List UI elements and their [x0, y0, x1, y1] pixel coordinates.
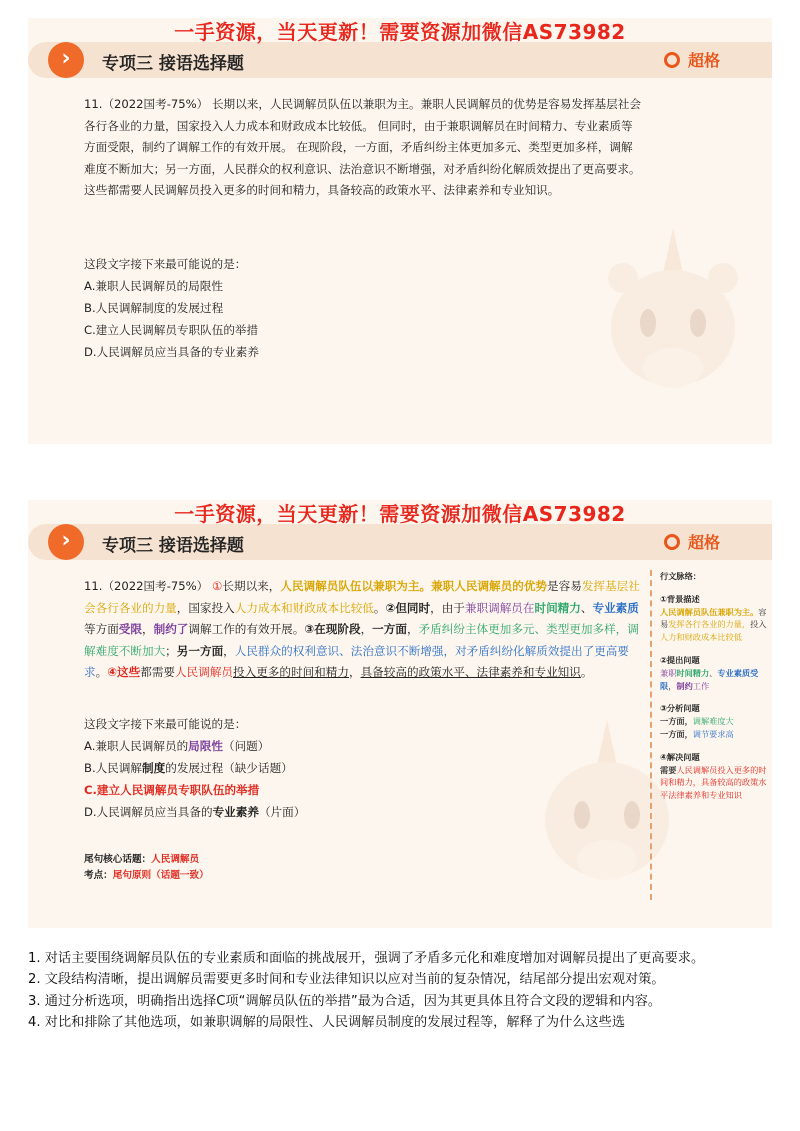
- slide-question: [28, 18, 772, 444]
- question-stem: 这段文字接下来最可能说的是：: [84, 717, 247, 731]
- question-stem: 这段文字接下来最可能说的是：: [84, 257, 247, 271]
- sidebar-title: 行文脉络：: [660, 571, 701, 581]
- sidebar-body-4: 需要人民调解员投入更多的时间和精力，具备较高的政策水平法律素养和专业知识: [660, 764, 767, 801]
- summary-item: 1. 对话主要围绕调解员队伍的专业素质和面临的挑战展开，强调了矛盾多元化和难度增加对调解员提出了更高要求。: [28, 951, 705, 966]
- summary-item: 2. 文段结构清晰，提出调解员需要更多时间和专业法律知识以应对当前的复杂情况，结尾部分提出宏观对策。: [28, 972, 665, 988]
- option-c-correct: C.建立人民调解员专职队伍的举措: [84, 783, 260, 797]
- option-a: A.兼职人民调解员的局限性: [84, 279, 223, 293]
- unicorn-mascot-icon: [588, 218, 758, 418]
- section-header-bar: [28, 42, 772, 78]
- sidebar-heading-1: ①背景描述: [660, 593, 700, 604]
- summary-list: [28, 948, 776, 1033]
- logo-text: 超格: [687, 533, 720, 552]
- key-points: [84, 852, 209, 884]
- option-b: B.人民调解制度的发展过程: [84, 301, 224, 315]
- slide-analysis: [28, 500, 772, 928]
- watermark-text: 一手资源，当天更新！需要资源加微信AS73982: [174, 502, 626, 526]
- question-passage: 11.（2022国考-75%） 长期以来，人民调解员队伍以兼职为主。兼职人民调解员的优势是容易发挥基层社会各行各业的力量，国家投入人力成本和财政成本比较低。 但同时，由于兼职调解员在时间精力、专业素质等方面受限，制约了调解工作的有效开展。 在现阶段，一方面，矛盾纠纷主体更加多元、类型更加多样，调解难度不断加大；另一方面，人民群众的权利意识、法治意识不断增强，对矛盾纠纷化解质效提出了更高要求。 这些都需要人民调解员投入更多的时间和精力，具备较高的政策水平、法律素养和专业知识。: [84, 97, 641, 197]
- sidebar-body-1: 人民调解员队伍兼职为主。容易发挥各行各业的力量，投入人力和财政成本比较低: [660, 606, 767, 643]
- core-topic: 尾句核心话题：人民调解员: [84, 854, 200, 865]
- option-a: A.兼职人民调解员的局限性（问题）: [84, 739, 270, 753]
- logo-icon: [664, 534, 680, 550]
- option-b: B.人民调解制度的发展过程（缺少话题）: [84, 761, 293, 775]
- sidebar-heading-2: ②提出问题: [660, 654, 700, 665]
- arrow-right-icon: ›: [48, 42, 84, 78]
- annotated-passage: 11.（2022国考-75%） ①长期以来，人民调解员队伍以兼职为主。兼职人民调解员的优势是容易发挥基层社会各行各业的力量，国家投入人力成本和财政成本比较低。②但同时，由于兼职调解员在时间精力、专业素质等方面受限，制约了调解工作的有效开展。③在现阶段，一方面，矛盾纠纷主体更加多元、类型更加多样，调解难度不断加大；另一方面，人民群众的权利意识、法治意识不断增强，对矛盾纠纷化解质效提出了更高要求。④这些都需要人民调解员投入更多的时间和精力，具备较高的政策水平、法律素养和专业知识。: [84, 579, 640, 679]
- logo-icon: [664, 52, 680, 68]
- sidebar-body-3a: 一方面，调解难度大: [660, 716, 734, 727]
- section-header-bar: [28, 524, 772, 560]
- option-c: C.建立人民调解员专职队伍的举措: [84, 323, 259, 337]
- summary-item: 4. 对比和排除了其他选项，如兼职调解的局限性、人民调解员制度的发展过程等，解释了为什么这些选: [28, 1014, 626, 1030]
- sidebar-body-3b: 一方面，调节要求高: [660, 728, 734, 739]
- exam-point: 考点：尾句原则（话题一致）: [84, 870, 209, 881]
- structure-sidebar: [650, 570, 772, 900]
- watermark-text: 一手资源，当天更新！需要资源加微信AS73982: [174, 20, 626, 44]
- logo-text: 超格: [687, 51, 720, 70]
- section-title: 专项三 接语选择题: [102, 54, 244, 74]
- arrow-right-icon: ›: [48, 524, 84, 560]
- summary-item: 3. 通过分析选项，明确指出选择C项“调解员队伍的举措”最为合适，因为其更具体且符合文段的逻辑和内容。: [28, 993, 662, 1009]
- brand-logo: [664, 530, 720, 553]
- sidebar-body-2: 兼职时间精力、专业素质受限，制约工作: [660, 667, 759, 691]
- sidebar-heading-3: ③分析问题: [660, 703, 700, 714]
- brand-logo: [664, 48, 720, 71]
- option-d: D.人民调解员应当具备的专业素养: [84, 345, 259, 359]
- sidebar-heading-4: ④解决问题: [660, 751, 700, 762]
- option-d: D.人民调解员应当具备的专业素养（片面）: [84, 805, 306, 819]
- section-title: 专项三 接语选择题: [102, 536, 244, 556]
